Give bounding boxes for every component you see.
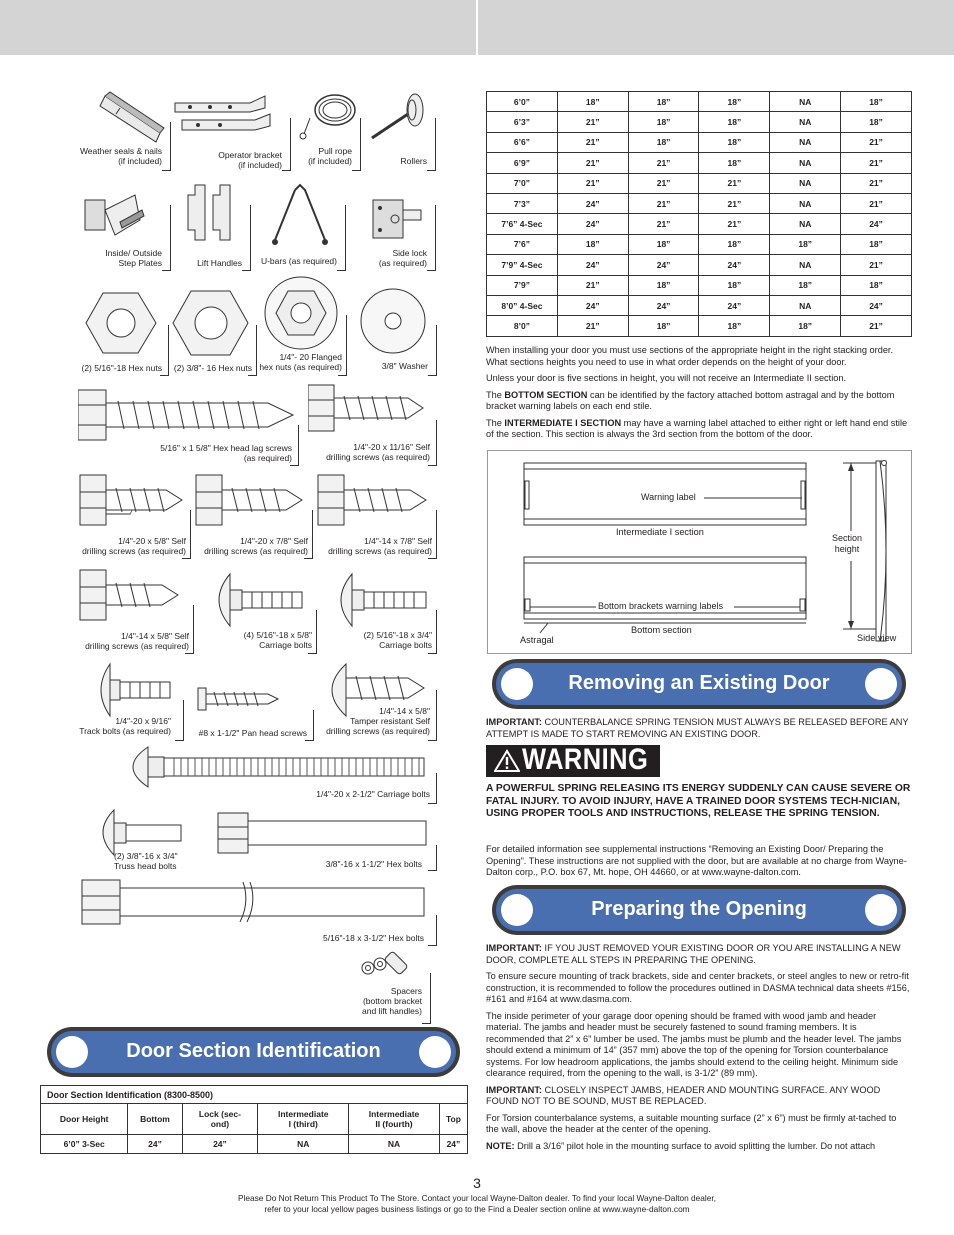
table-cell: 24” bbox=[841, 214, 912, 234]
table-row bbox=[487, 275, 912, 295]
table-cell: 18” bbox=[770, 234, 841, 254]
preparing-p3: For Torsion counterbalance systems, a suitable mounting surface (2” x 6”) must be firmly at-tached to the wall, above the header at the center of the opening. bbox=[486, 1112, 897, 1134]
footer-line-1: Please Do Not Return This Product To The Store. Contact your local Wayne-Dalton dealer. To find your local Wayne-Dalton dealer, bbox=[238, 1193, 716, 1203]
pan-head-part bbox=[188, 680, 313, 740]
table-row bbox=[487, 295, 912, 315]
step-plate-icon bbox=[80, 180, 170, 250]
lag-screw-icon bbox=[78, 385, 298, 445]
screw-thread-icon bbox=[78, 470, 190, 540]
hex-nuts-516-part bbox=[78, 285, 168, 375]
section-height-table bbox=[486, 91, 912, 337]
table-header-cell: Lock (sec- ond) bbox=[182, 1104, 258, 1135]
table-cell: 8’0” 4-Sec bbox=[487, 295, 558, 315]
side-lock-caption: Side lock (as required) bbox=[378, 248, 427, 268]
removing-heading: Removing an Existing Door bbox=[568, 672, 830, 695]
table-cell: 21” bbox=[841, 316, 912, 336]
table-cell: NA bbox=[770, 92, 841, 112]
hex-112-caption: 3/8"-16 x 1-1/2" Hex bolts bbox=[325, 859, 422, 869]
table-cell: 21” bbox=[841, 153, 912, 173]
preparing-important-2: IMPORTANT: CLOSELY INSPECT JAMBS, HEADER AND MOUNTING SURFACE. ANY WOOD FOUND NOT TO BE SOUND, MUST BE REPLACED. bbox=[486, 1084, 881, 1106]
table-cell: NA bbox=[770, 153, 841, 173]
table-row bbox=[487, 316, 912, 336]
table-header-cell: Intermediate II (fourth) bbox=[349, 1104, 440, 1135]
self-drill-58-20-part bbox=[78, 470, 190, 558]
roller-icon bbox=[360, 88, 435, 148]
table-cell: 21” bbox=[699, 173, 770, 193]
door-section-heading: Door Section Identification bbox=[126, 1040, 381, 1063]
table-cell: 21” bbox=[699, 193, 770, 213]
lag-screws-caption: 5/16" x 1 5/8" Hex head lag screws (as required) bbox=[160, 443, 292, 463]
intro-p4: The INTERMEDIATE I SECTION may have a warning label attached to either right or left hand end stile of the section. This section is always the 3rd section from the bottom of the door. bbox=[486, 417, 908, 439]
hex-nut-icon bbox=[78, 285, 168, 360]
page-number: 3 bbox=[473, 1175, 481, 1191]
table-cell: 21” bbox=[557, 112, 628, 132]
bottom-section-label: Bottom section bbox=[631, 625, 692, 635]
table-row bbox=[487, 214, 912, 234]
table-cell: 21” bbox=[841, 255, 912, 275]
table-cell: NA bbox=[770, 132, 841, 152]
spacers-caption: Spacers (bottom bracket and lift handles) bbox=[361, 986, 422, 1016]
warning-text: A POWERFUL SPRING RELEASING ITS ENERGY SUDDENLY CAN CAUSE SEVERE OR FATAL INJURY. TO AVOID INJURY, HAVE A TRAINED DOOR SYSTEMS TECH-NICIAN, USING PROPER TOOLS AND INSTRUCTIONS, RELEASE THE SPRING TENSION. bbox=[486, 783, 911, 819]
table-cell: 18” bbox=[699, 153, 770, 173]
flanged-nuts-caption: 1/4"- 20 Flanged hex nuts (as required) bbox=[259, 352, 342, 372]
flanged-nuts-part bbox=[256, 275, 346, 375]
table-cell: 21” bbox=[557, 132, 628, 152]
preparing-important-1: IMPORTANT: IF YOU JUST REMOVED YOUR EXISTING DOOR OR YOU ARE INSTALLING A NEW DOOR, COMPLETE ALL STEPS IN PREPARING THE OPENING. bbox=[486, 943, 901, 965]
washer-part bbox=[346, 285, 436, 375]
warning-word: WARNING bbox=[522, 743, 649, 776]
table-cell: 21” bbox=[628, 193, 699, 213]
table-cell: 21” bbox=[557, 153, 628, 173]
table-cell: 18” bbox=[628, 112, 699, 132]
preparing-note: NOTE: Drill a 3/16” pilot hole in the mounting surface to avoid splitting the lumber. Do not attach bbox=[486, 1140, 876, 1151]
footer-line-2: refer to your local yellow pages business listings or go to the Find a Dealer section online at www.wayne-dalton.com bbox=[264, 1204, 690, 1214]
table-row bbox=[487, 173, 912, 193]
table-cell: 21” bbox=[699, 214, 770, 234]
warning-label-callout: Warning label bbox=[641, 492, 696, 502]
table-cell: NA bbox=[770, 255, 841, 275]
table-row bbox=[487, 234, 912, 254]
side-view-label: Side view bbox=[857, 633, 897, 643]
table-cell: 7’0” bbox=[487, 173, 558, 193]
flanged-nut-icon bbox=[256, 275, 346, 350]
lift-handle-icon bbox=[170, 180, 250, 250]
table-row bbox=[487, 153, 912, 173]
table-row bbox=[487, 92, 912, 112]
carriage-bolt-icon bbox=[200, 570, 316, 630]
table-cell: 21” bbox=[841, 173, 912, 193]
self-drill-1116-caption: 1/4"-20 x 11/16" Self drilling screws (as required) bbox=[326, 442, 430, 462]
table-cell: 18” bbox=[841, 234, 912, 254]
section-diagram bbox=[487, 450, 912, 654]
side-lock-part bbox=[345, 180, 435, 270]
carriage-212-part bbox=[78, 745, 436, 803]
hex-nuts-38-part bbox=[168, 285, 256, 375]
table-cell: 21” bbox=[841, 132, 912, 152]
carriage-212-caption: 1/4"-20 x 2-1/2" Carriage bolts bbox=[316, 789, 430, 799]
preparing-text bbox=[486, 943, 911, 1157]
header-bar-right bbox=[478, 0, 954, 55]
table-cell: 18” bbox=[628, 275, 699, 295]
table-cell: 21” bbox=[628, 214, 699, 234]
intro-text bbox=[486, 345, 911, 446]
track-bolt-icon bbox=[78, 660, 183, 720]
hex-nuts-516-caption: (2) 5/16"-18 Hex nuts bbox=[81, 363, 162, 373]
self-drill-78-20-caption: 1/4"-20 x 7/8" Self drilling screws (as required) bbox=[204, 536, 308, 556]
hex-bolt-icon bbox=[78, 870, 436, 930]
table-cell: 18” bbox=[699, 275, 770, 295]
operator-bracket-icon bbox=[170, 88, 280, 143]
table-row bbox=[487, 193, 912, 213]
preparing-p1: To ensure secure mounting of track brackets, side and center brackets, or steel angles to new or retro-fit construction, it is recommended to follow the procedures outlined in DASMA technical data sheets #156, #161 and #164 at www.dasma.com. bbox=[486, 971, 910, 1004]
lift-handles-part bbox=[170, 180, 250, 270]
table-cell: 6’0” 3-Sec bbox=[41, 1135, 128, 1154]
self-drill-58-14-part bbox=[78, 565, 193, 653]
table-cell: 6’0” bbox=[487, 92, 558, 112]
self-drilling-screw-icon bbox=[314, 470, 436, 540]
hex-312-part bbox=[78, 870, 436, 945]
table-cell: 18” bbox=[628, 132, 699, 152]
spacers-part bbox=[340, 948, 430, 1023]
self-drill-1116-part bbox=[308, 380, 436, 465]
removing-important: IMPORTANT: COUNTERBALANCE SPRING TENSION MUST ALWAYS BE RELEASED BEFORE ANY ATTEMPT IS MADE TO START REMOVING AN EXISTING DOOR. bbox=[486, 717, 909, 739]
bottom-brackets-label: Bottom brackets warning labels bbox=[598, 601, 724, 611]
table-row bbox=[487, 255, 912, 275]
tamper-part bbox=[316, 660, 436, 740]
table-cell: 18” bbox=[699, 112, 770, 132]
table-cell: 6’6” bbox=[487, 132, 558, 152]
table-cell: 8’0” bbox=[487, 316, 558, 336]
intro-p2: Unless your door is five sections in height, you will not receive an Intermediate II section. bbox=[486, 373, 847, 383]
header-bar-left bbox=[0, 0, 476, 55]
carriage-58-caption: (4) 5/16"-18 x 5/8" Carriage bolts bbox=[243, 630, 312, 650]
table-cell: 18” bbox=[841, 112, 912, 132]
table-cell: NA bbox=[770, 295, 841, 315]
operator-bracket-part bbox=[170, 88, 290, 170]
step-plates-part bbox=[80, 180, 170, 270]
self-drill-58-20-caption: 1/4"-20 x 5/8" Self drilling screws (as required) bbox=[82, 536, 186, 556]
preparing-banner bbox=[492, 885, 906, 935]
astragal-label: Astragal bbox=[520, 635, 554, 645]
self-drill-78-14-part bbox=[314, 470, 436, 558]
lag-screws-part bbox=[78, 385, 298, 465]
removing-detail: For detailed information see supplemental instructions “Removing an Existing Door/ Preparing the Opening”. These instructions are not supplied with the door, but are available at no charge from Wayne-Dalton corp., P.O. box 67, Mt. hope, OH 44660, or at www.wayne-dalton.com. bbox=[486, 844, 907, 877]
table-cell: 21” bbox=[628, 153, 699, 173]
step-plates-caption: Inside/ Outside Step Plates bbox=[105, 248, 162, 268]
table-cell: NA bbox=[258, 1135, 349, 1154]
table-cell: 18” bbox=[841, 275, 912, 295]
table-cell: 24” bbox=[628, 295, 699, 315]
table-cell: 21” bbox=[628, 173, 699, 193]
truss-head-caption: (2) 3/8"-16 x 3/4" Truss head bolts bbox=[114, 851, 178, 871]
preparing-p2: The inside perimeter of your garage door opening should be framed with wood jamb and header material. The jambs and header must be securely fastened to sound framing members. It is recommended that 2” x 6” lumber be used. The jambs must be plumb and the header level. The jambs should extend a minimum of 14” (357 mm) above the top of the opening for Torsion counterbalance systems. For low headroom applications, the jambs should extend to the ceiling height. Minimum side clearance required, from the opening to the wall, is 3-1/2” (89 mm). bbox=[486, 1010, 902, 1078]
pull-rope-part bbox=[290, 88, 360, 170]
u-bar-icon bbox=[250, 180, 345, 250]
table-cell: 18” bbox=[628, 316, 699, 336]
table-cell: 7’6” bbox=[487, 234, 558, 254]
self-drilling-screw-icon bbox=[308, 380, 436, 440]
table-cell: 24” bbox=[699, 255, 770, 275]
table-row bbox=[487, 132, 912, 152]
table-cell: 21” bbox=[557, 275, 628, 295]
table-cell: 24” bbox=[628, 255, 699, 275]
self-drilling-screw-icon bbox=[78, 565, 193, 635]
hex-nut-icon bbox=[168, 285, 256, 360]
side-lock-icon bbox=[345, 180, 435, 250]
table-cell: 7’9” bbox=[487, 275, 558, 295]
table-header-cell: Door Height bbox=[41, 1104, 128, 1135]
table-cell: 21” bbox=[841, 193, 912, 213]
track-bolts-caption: 1/4"-20 x 9/16" Track bolts (as required) bbox=[79, 716, 171, 736]
table-cell: 6’3” bbox=[487, 112, 558, 132]
table-cell: NA bbox=[770, 193, 841, 213]
table-cell: NA bbox=[349, 1135, 440, 1154]
door-section-banner bbox=[47, 1027, 460, 1077]
table-cell: 18” bbox=[557, 92, 628, 112]
weather-seals-part bbox=[80, 88, 170, 170]
intro-p3: The BOTTOM SECTION can be identified by the factory attached bottom astragal and by the bottom bracket warning labels on each end stile. bbox=[486, 389, 895, 411]
table-cell: 21” bbox=[557, 316, 628, 336]
u-bars-caption: U-bars (as required) bbox=[260, 256, 337, 266]
table-cell: 24” bbox=[182, 1135, 258, 1154]
hex-nuts-38-caption: (2) 3/8"- 16 Hex nuts bbox=[173, 363, 252, 373]
table-row bbox=[487, 112, 912, 132]
truss-hex-part bbox=[78, 805, 436, 870]
table-cell: 18” bbox=[557, 234, 628, 254]
intermediate-label: Intermediate I section bbox=[616, 527, 704, 537]
carriage-bolt-icon bbox=[322, 570, 436, 630]
door-section-table bbox=[40, 1085, 468, 1154]
pull-rope-icon bbox=[290, 88, 360, 143]
rollers-caption: Rollers bbox=[400, 156, 427, 166]
operator-bracket-caption: Operator bracket (if included) bbox=[218, 150, 282, 170]
spacer-icon bbox=[340, 948, 430, 983]
table-cell: NA bbox=[770, 112, 841, 132]
self-drill-78-20-part bbox=[192, 470, 312, 558]
table-cell: 18” bbox=[628, 234, 699, 254]
table-header-cell: Top bbox=[439, 1104, 467, 1135]
lift-handles-caption: Lift Handles bbox=[197, 258, 242, 268]
table-cell: NA bbox=[770, 173, 841, 193]
door-section-table-grid bbox=[40, 1103, 468, 1154]
section-height-label: Section height bbox=[832, 533, 863, 554]
door-section-table-title: Door Section Identification (8300-8500) bbox=[40, 1085, 468, 1103]
table-cell: 24” bbox=[557, 255, 628, 275]
pan-head-caption: #8 x 1-1/2" Pan head screws bbox=[198, 728, 307, 738]
pull-rope-caption: Pull rope (if included) bbox=[308, 146, 352, 166]
hex-312-caption: 5/16"-18 x 3-1/2" Hex bolts bbox=[322, 933, 424, 943]
pan-head-screw-icon bbox=[188, 680, 313, 720]
table-cell: 18” bbox=[770, 316, 841, 336]
table-header-cell: Bottom bbox=[128, 1104, 182, 1135]
table-cell: 21” bbox=[557, 173, 628, 193]
washer-icon bbox=[346, 285, 436, 360]
table-cell: 24” bbox=[557, 214, 628, 234]
self-drilling-screw-icon bbox=[192, 470, 312, 540]
table-cell: 6’9” bbox=[487, 153, 558, 173]
tamper-caption: 1/4"-14 x 5/8" Tamper resistant Self drilling screws (as required) bbox=[326, 706, 430, 736]
table-cell: 7’3” bbox=[487, 193, 558, 213]
preparing-heading: Preparing the Opening bbox=[591, 898, 807, 921]
rollers-part bbox=[360, 88, 435, 170]
table-cell: 18” bbox=[699, 132, 770, 152]
table-cell: 24” bbox=[557, 295, 628, 315]
self-drill-78-14-caption: 1/4"-14 x 7/8" Self drilling screws (as required) bbox=[328, 536, 432, 556]
table-cell: 18” bbox=[699, 92, 770, 112]
carriage-34-part bbox=[322, 570, 436, 653]
table-cell: 18” bbox=[628, 92, 699, 112]
table-cell: 7’6” 4-Sec bbox=[487, 214, 558, 234]
table-cell: NA bbox=[770, 214, 841, 234]
carriage-bolt-icon bbox=[78, 745, 436, 790]
table-cell: 24” bbox=[128, 1135, 182, 1154]
track-bolts-part bbox=[78, 660, 183, 740]
washer-caption: 3/8" Washer bbox=[381, 361, 428, 371]
weather-seals-caption: Weather seals & nails (if included) bbox=[79, 146, 162, 166]
table-cell: 18” bbox=[770, 275, 841, 295]
removing-banner bbox=[492, 659, 906, 709]
table-cell: 24” bbox=[557, 193, 628, 213]
table-cell: 7’9” 4-Sec bbox=[487, 255, 558, 275]
table-cell: 24” bbox=[841, 295, 912, 315]
u-bars-part bbox=[250, 180, 345, 270]
warning-triangle-icon bbox=[494, 749, 520, 773]
intro-p1: When installing your door you must use sections of the appropriate height in the right stacking order. What sections heights you need to use in what order depends on the height of your door. bbox=[486, 345, 894, 367]
table-cell: 24” bbox=[439, 1135, 467, 1154]
table-cell: 18” bbox=[841, 92, 912, 112]
table-cell: 18” bbox=[699, 234, 770, 254]
weather-seal-icon bbox=[80, 88, 170, 148]
carriage-58-part bbox=[200, 570, 316, 653]
carriage-34-caption: (2) 5/16"-18 x 3/4" Carriage bolts bbox=[363, 630, 432, 650]
self-drill-58-14-caption: 1/4"-14 x 5/8" Self drilling screws (as required) bbox=[85, 631, 189, 651]
table-cell: 18” bbox=[699, 316, 770, 336]
table-header-cell: Intermediate I (third) bbox=[258, 1104, 349, 1135]
table-cell: 24” bbox=[699, 295, 770, 315]
